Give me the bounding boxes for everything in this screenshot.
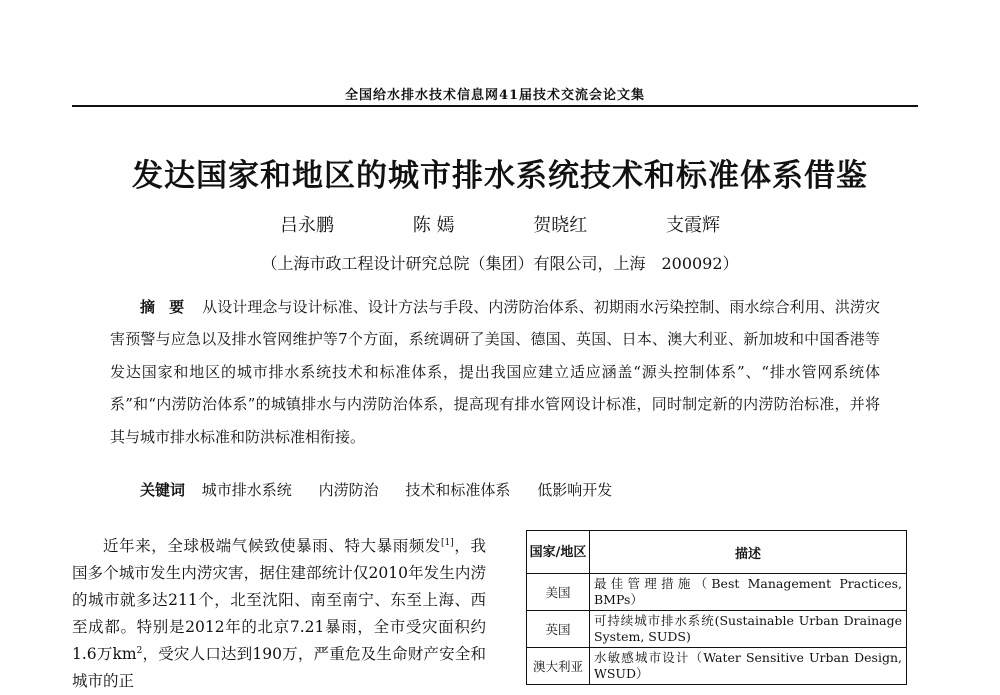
author-list (280, 211, 720, 237)
abstract-text: 从设计理念与设计标准、设计方法与手段、内涝防治体系、初期雨水污染控制、雨水综合利用、洪涝灾害预警与应急以及排水管网维护等7个方面，系统调研了美国、德国、英国、日本、澳大利亚、新加坡和中国香港等发达国家和地区的城市排水系统技术和标准体系，提出我国应建立适应涵盖“源头控制体系”、“排水管网系统体系”和“内涝防治体系”的城镇排水与内涝防治体系，提高现有排水管网设计标准，同时制定新的内涝防治标准，并将其与城市排水标准和防洪标准相衔接。 (110, 298, 880, 446)
header-rule (72, 105, 918, 107)
table-row (527, 611, 907, 648)
keyword: 技术和标准体系 (405, 481, 511, 499)
table-cell-region: 澳大利亚 (527, 648, 590, 685)
table-cell-region: 英国 (527, 611, 590, 648)
keyword: 城市排水系统 (201, 481, 292, 499)
comparison-table (526, 530, 907, 685)
affiliation: （上海市政工程设计研究总院（集团）有限公司，上海 200092） (261, 254, 739, 273)
body-text-part: ，受灾人口达到190万，严重危及生命财产安全和城市的正 (72, 645, 486, 690)
body-text-part: 近年来，全球极端气候致使暴雨、特大暴雨频发 (103, 537, 442, 555)
body-text-part: ，我国多个城市发生内涝灾害，据住建部统计仅2010年发生内涝的城市就多达211个，北至沈阳、南至南宁、东至上海、西至成都。特别是2012年的北京7.21暴雨，全市受灾面积约1.6万km (72, 537, 486, 663)
superscript: 2 (136, 645, 143, 656)
author-2: 陈 嫣 (412, 215, 455, 236)
citation-ref: [1] (441, 537, 454, 548)
table-cell-description: 可持续城市排水系统(Sustainable Urban Drainage System, SUDS) (590, 611, 907, 648)
table-header-region: 国家/地区 (527, 531, 590, 574)
author-3: 贺晓红 (533, 215, 588, 236)
author-1: 吕永鹏 (280, 215, 334, 236)
table-cell-description: 水敏感城市设计（Water Sensitive Urban Design, WSUD） (590, 648, 907, 685)
keyword: 内涝防治 (318, 481, 379, 499)
table-cell-region: 美国 (527, 574, 590, 611)
author-4: 支霞辉 (665, 215, 720, 236)
keywords (140, 479, 880, 500)
proceedings-header: 全国给水排水技术信息网41届技术交流会论文集 (344, 88, 646, 103)
keywords-label: 关键词 (140, 481, 186, 499)
table-row (527, 648, 907, 685)
abstract-label: 摘要 (140, 298, 199, 316)
paper-title: 发达国家和地区的城市排水系统技术和标准体系借鉴 (132, 158, 868, 194)
keyword: 低影响开发 (537, 481, 613, 499)
table-header-description: 描述 (590, 531, 907, 574)
table-row (527, 574, 907, 611)
table-cell-description: 最佳管理措施（Best Management Practices, BMPs） (590, 574, 907, 611)
body-paragraph (72, 533, 486, 695)
abstract (110, 291, 880, 453)
